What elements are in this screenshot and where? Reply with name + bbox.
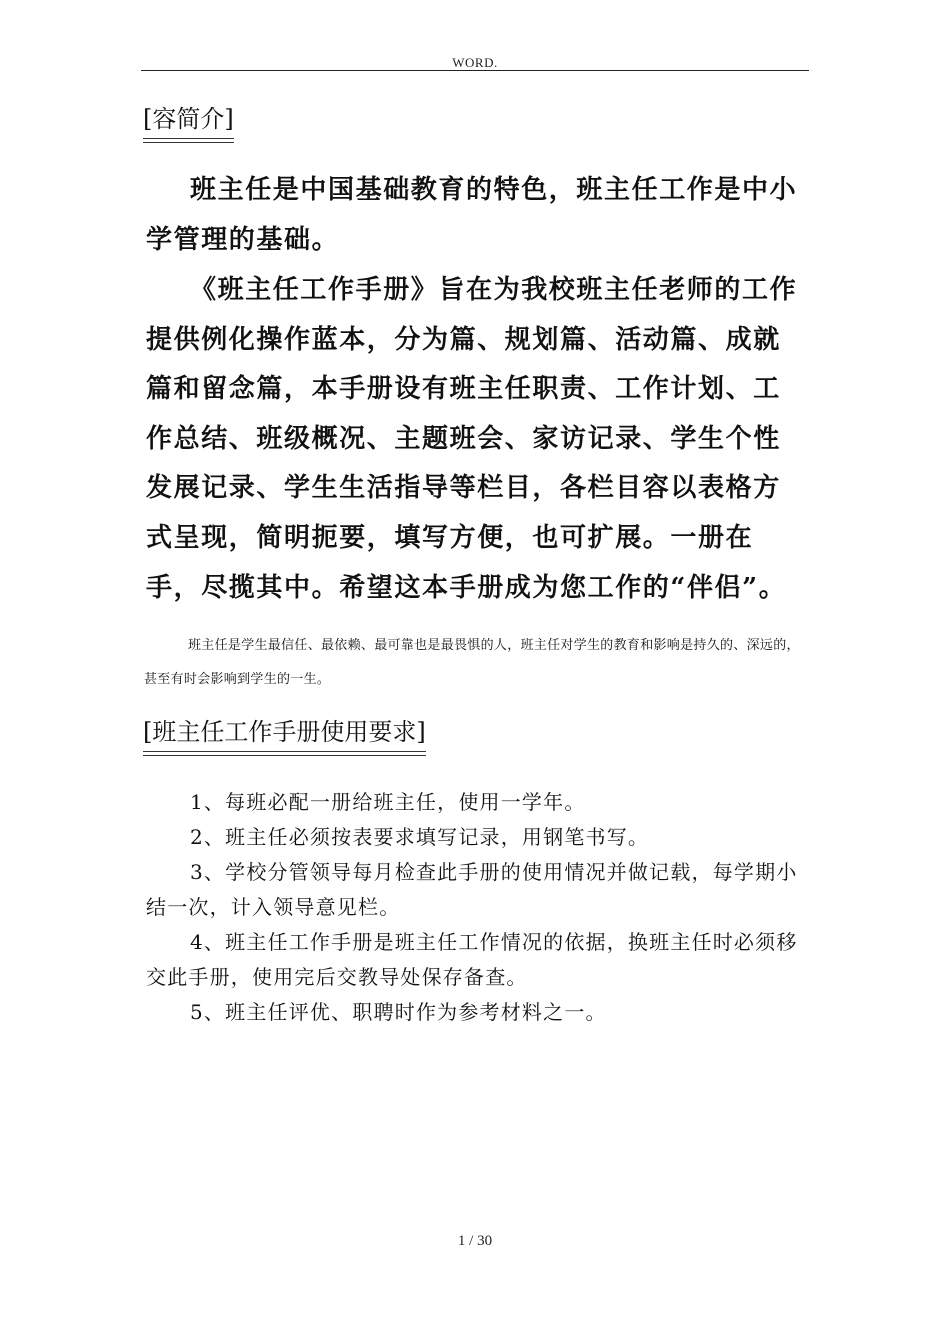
page-header: WORD. (452, 55, 498, 70)
requirement-item-1: 1、每班必配一册给班主任，使用一学年。 (190, 790, 586, 814)
page-number: 1 / 30 (457, 1233, 493, 1249)
intro-note: 班主任是学生最信任、最依赖、最可靠也是最畏惧的人，班主任对学生的教育和影响是持久的、深远的，甚至有时会影响到学生的一生。 (144, 638, 800, 687)
requirement-item-3: 3、学校分管领导每月检查此手册的使用情况并做记载，每学期小结一次，计入领导意见栏。 (146, 860, 798, 919)
requirement-item-5: 5、班主任评优、职聘时作为参考材料之一。 (190, 1000, 607, 1024)
intro-heading: [容简介] (143, 103, 234, 137)
requirement-item-4: 4、班主任工作手册是班主任工作情况的依据，换班主任时必须移交此手册，使用完后交教导处保存备查。 (146, 930, 798, 989)
header-rule (141, 70, 809, 71)
intro-paragraph-1: 班主任是中国基础教育的特色，班主任工作是中小学管理的基础。 (146, 175, 798, 255)
intro-paragraph-2: 《班主任工作手册》旨在为我校班主任老师的工作提供例化操作蓝本，分为篇、规划篇、活动篇、成就篇和留念篇，本手册设有班主任职责、工作计划、工作总结、班级概况、主题班会、家访记录、学生个性发展记录、学生生活指导等栏目，各栏目容以表格方式呈现，简明扼要，填写方便，也可扩展。一册在手，尽揽其中。希望这本手册成为您工作的“伴侣”。 (146, 275, 798, 603)
requirements-heading: [班主任工作手册使用要求] (143, 716, 426, 750)
requirement-item-2: 2、班主任必须按表要求填写记录，用钢笔书写。 (190, 825, 650, 849)
